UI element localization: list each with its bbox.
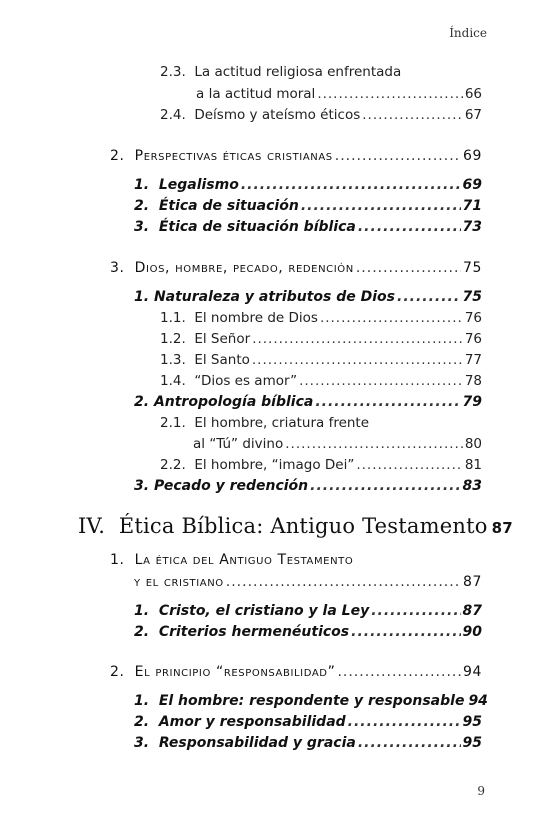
running-header: Índice (449, 26, 487, 40)
toc-page: 77 (464, 352, 482, 368)
leader-dots (348, 714, 461, 730)
toc-title: El Señor (194, 331, 251, 347)
toc-title: y el cristiano (134, 574, 224, 590)
toc-page: 95 (462, 714, 482, 730)
leader-dots (241, 177, 461, 193)
toc-number: 2. (134, 624, 150, 640)
toc-title: La actitud religiosa enfrentada (194, 64, 402, 80)
toc-number: 1.1. (160, 310, 186, 326)
toc-title: Antropología bíblica (153, 394, 314, 410)
leader-dots (351, 624, 460, 640)
toc-number: 3. (110, 260, 125, 276)
toc-entry (134, 394, 482, 410)
toc-page: 87 (491, 519, 513, 537)
toc-title: a la actitud moral (196, 86, 316, 102)
toc-entry (134, 198, 482, 214)
toc-number: 1. (134, 177, 150, 193)
leader-dots (358, 735, 461, 751)
toc-entry (160, 331, 482, 347)
toc-number: 3. (134, 735, 150, 751)
toc-title: Dios, hombre, pecado, redención (134, 260, 354, 276)
toc-entry (134, 603, 482, 619)
toc-page: 73 (462, 219, 482, 235)
leader-dots (320, 310, 463, 326)
toc-number: 1. (134, 603, 150, 619)
toc-section (110, 148, 482, 164)
toc-number: 2.3. (160, 64, 186, 80)
toc-page: 81 (464, 457, 482, 473)
toc-page: 76 (464, 331, 482, 347)
toc-entry (160, 352, 482, 368)
toc-number: 1. (134, 289, 150, 305)
leader-dots (356, 457, 462, 473)
toc-page: 83 (462, 478, 482, 494)
toc-title: El hombre, “imago Dei” (194, 457, 355, 473)
toc-page: 71 (462, 198, 482, 214)
toc-entry (196, 86, 482, 102)
toc-title: Criterios hermenéuticos (158, 624, 350, 640)
toc-chapter (78, 514, 513, 538)
toc-title: Perspectivas éticas cristianas (134, 148, 333, 164)
toc-number: 3. (134, 219, 150, 235)
toc-page: 90 (462, 624, 482, 640)
leader-dots (315, 394, 460, 410)
toc-entry (134, 714, 482, 730)
toc-number: 3. (134, 478, 150, 494)
toc-title: “Dios es amor” (194, 373, 298, 389)
toc-page: 75 (462, 260, 482, 276)
toc-page: 66 (464, 86, 482, 102)
leader-dots (301, 198, 461, 214)
toc-entry (160, 457, 482, 473)
toc-number: 1.2. (160, 331, 186, 347)
toc-title: Amor y responsabilidad (158, 714, 346, 730)
leader-dots (397, 289, 461, 305)
leader-dots (337, 664, 461, 680)
leader-dots (310, 478, 460, 494)
toc-title: La ética del Antiguo Testamento (134, 552, 354, 568)
toc-entry (134, 289, 482, 305)
toc-entry (160, 310, 482, 326)
toc-entry (134, 177, 482, 193)
toc-title: Responsabilidad y gracia (158, 735, 356, 751)
toc-number: 2.2. (160, 457, 186, 473)
leader-dots (226, 574, 461, 590)
toc-page: 80 (464, 436, 482, 452)
toc-number: IV. (78, 514, 106, 538)
toc-page: 69 (462, 177, 482, 193)
leader-dots (362, 107, 463, 123)
toc-number: 2. (110, 148, 125, 164)
toc-number: 2. (134, 394, 150, 410)
toc-number: 2. (134, 714, 150, 730)
toc-page: 94 (462, 664, 482, 680)
toc-entry (134, 478, 482, 494)
toc-page: 76 (464, 310, 482, 326)
toc-page: 69 (462, 148, 482, 164)
toc-section (110, 552, 353, 568)
toc-section (110, 260, 482, 276)
toc-title: Ética Bíblica: Antiguo Testamento (118, 514, 488, 538)
toc-page: 94 (468, 693, 488, 709)
toc-title: Cristo, el cristiano y la Ley (158, 603, 370, 619)
toc-page: 87 (462, 603, 482, 619)
toc-page: 78 (464, 373, 482, 389)
leader-dots (335, 148, 461, 164)
page-number: 9 (477, 784, 485, 798)
leader-dots (371, 603, 460, 619)
toc-page: 79 (462, 394, 482, 410)
toc-title: al “Tú” divino (193, 436, 284, 452)
toc-title: El hombre: respondente y responsable (158, 693, 465, 709)
toc-title: Deísmo y ateísmo éticos (194, 107, 361, 123)
toc-entry (160, 415, 369, 431)
toc-section (134, 574, 482, 590)
toc-number: 1.3. (160, 352, 186, 368)
toc-number: 2. (134, 198, 150, 214)
leader-dots (252, 331, 463, 347)
leader-dots (317, 86, 463, 102)
toc-number: 2.4. (160, 107, 186, 123)
toc-number: 1. (134, 693, 150, 709)
toc-number: 2.1. (160, 415, 186, 431)
toc-section (110, 664, 482, 680)
toc-title: Naturaleza y atributos de Dios (153, 289, 395, 305)
leader-dots (252, 352, 463, 368)
toc-entry (160, 64, 401, 80)
toc-title: El principio “responsabilidad” (134, 664, 336, 680)
toc-number: 1. (110, 552, 125, 568)
toc-entry (134, 219, 482, 235)
toc-entry (193, 436, 482, 452)
toc-entry (134, 624, 482, 640)
leader-dots (285, 436, 463, 452)
toc-entry (160, 373, 482, 389)
toc-title: El nombre de Dios (194, 310, 318, 326)
toc-number: 2. (110, 664, 125, 680)
toc-entry (134, 735, 482, 751)
toc-page: 87 (462, 574, 482, 590)
toc-entry (160, 107, 482, 123)
toc-entry (134, 693, 488, 709)
toc-page: 95 (462, 735, 482, 751)
toc-number: 1.4. (160, 373, 186, 389)
toc-title: Ética de situación (158, 198, 299, 214)
toc-page: 67 (464, 107, 482, 123)
toc-title: Ética de situación bíblica (158, 219, 356, 235)
toc-page: 75 (462, 289, 482, 305)
toc-title: El Santo (194, 352, 250, 368)
toc-title: Pecado y redención (153, 478, 309, 494)
toc-title: El hombre, criatura frente (194, 415, 370, 431)
leader-dots (358, 219, 461, 235)
leader-dots (356, 260, 461, 276)
toc-title: Legalismo (158, 177, 239, 193)
leader-dots (299, 373, 463, 389)
